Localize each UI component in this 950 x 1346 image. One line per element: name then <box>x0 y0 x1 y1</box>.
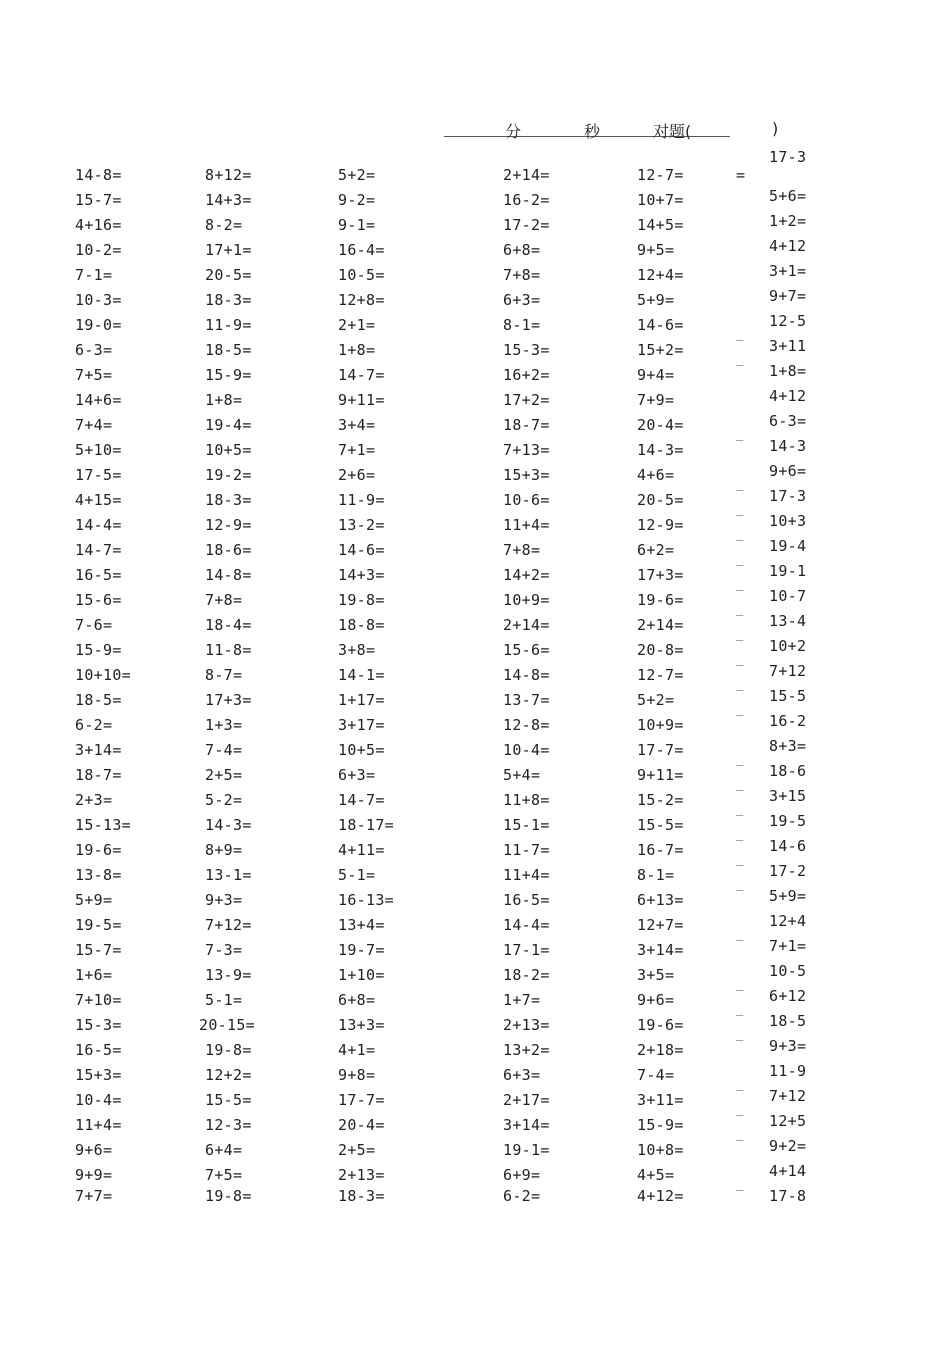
problem-c2-r29: 13-1= <box>205 866 252 884</box>
problem-c2-r11: 19-4= <box>205 416 252 434</box>
problem-c5-r10: 7+9= <box>637 391 675 409</box>
problem-c5-r29: 8-1= <box>637 866 675 884</box>
problem-c5-r21: 12-7= <box>637 666 684 684</box>
problem-c1-r25: 18-7= <box>75 766 122 784</box>
problem-c2-r10: 1+8= <box>205 391 243 409</box>
problem-c2-r13: 19-2= <box>205 466 252 484</box>
problem-c6-r32: 7+1= <box>769 937 807 955</box>
problem-c4-r30: 16-5= <box>503 891 550 909</box>
answer-dash-mark: _ <box>736 802 744 816</box>
problem-c5-r40: 10+8= <box>637 1141 684 1159</box>
problem-c1-r35: 15-3= <box>75 1016 122 1034</box>
problem-c2-r2: 14+3= <box>205 191 252 209</box>
problem-c3-r31: 13+4= <box>338 916 385 934</box>
answer-dash-mark: _ <box>736 1027 744 1041</box>
problem-c3-r9: 14-7= <box>338 366 385 384</box>
problem-c1-r33: 1+6= <box>75 966 113 984</box>
problem-c2-r34: 5-1= <box>205 991 243 1009</box>
problem-c1-r21: 10+10= <box>75 666 131 684</box>
problem-c3-r10: 9+11= <box>338 391 385 409</box>
problem-c3-r29: 5-1= <box>338 866 376 884</box>
problem-c4-r23: 12-8= <box>503 716 550 734</box>
problem-c2-r4: 17+1= <box>205 241 252 259</box>
problem-c6-r2: 5+6= <box>769 187 807 205</box>
problem-c5-r8: 15+2= <box>637 341 684 359</box>
problem-c5-r3: 14+5= <box>637 216 684 234</box>
problem-c6-r16: 19-4 <box>769 537 807 555</box>
problem-c1-r9: 7+5= <box>75 366 113 384</box>
problem-c1-r27: 15-13= <box>75 816 131 834</box>
problem-c5-r2: 10+7= <box>637 191 684 209</box>
problem-c1-r22: 18-5= <box>75 691 122 709</box>
problem-c3-r15: 13-2= <box>338 516 385 534</box>
problem-c4-r33: 18-2= <box>503 966 550 984</box>
problem-c2-r27: 14-3= <box>205 816 252 834</box>
problem-c3-r6: 12+8= <box>338 291 385 309</box>
problem-c4-r31: 14-4= <box>503 916 550 934</box>
answer-dash-mark: _ <box>736 702 744 716</box>
problem-c4-r10: 17+2= <box>503 391 550 409</box>
problem-c1-r36: 16-5= <box>75 1041 122 1059</box>
problem-c4-r21: 14-8= <box>503 666 550 684</box>
problem-c1-r42: 7+7= <box>75 1187 113 1205</box>
problem-c1-r19: 7-6= <box>75 616 113 634</box>
problem-c4-r38: 2+17= <box>503 1091 550 1109</box>
answer-dash-mark: _ <box>736 777 744 791</box>
problem-c4-r17: 14+2= <box>503 566 550 584</box>
answer-dash-mark: _ <box>736 877 744 891</box>
minutes-label: 分 <box>505 122 522 141</box>
problem-c4-r2: 16-2= <box>503 191 550 209</box>
answer-dash-mark: _ <box>736 427 744 441</box>
problem-c5-r28: 16-7= <box>637 841 684 859</box>
correct-count-label: 对题( <box>653 122 692 141</box>
problem-c5-r36: 2+18= <box>637 1041 684 1059</box>
problem-c3-r11: 3+4= <box>338 416 376 434</box>
answer-dash-mark: _ <box>736 602 744 616</box>
problem-c2-r24: 7-4= <box>205 741 243 759</box>
problem-c1-r20: 15-9= <box>75 641 122 659</box>
problem-c5-r42: 4+12= <box>637 1187 684 1205</box>
problem-c5-r15: 12-9= <box>637 516 684 534</box>
problem-c5-r26: 15-2= <box>637 791 684 809</box>
problem-c1-r1: 14-8= <box>75 166 122 184</box>
problem-c2-r38: 15-5= <box>205 1091 252 1109</box>
problem-c3-r38: 17-7= <box>338 1091 385 1109</box>
problem-c1-r39: 11+4= <box>75 1116 122 1134</box>
problem-c6-r15: 10+3 <box>769 512 807 530</box>
problem-c5-r12: 14-3= <box>637 441 684 459</box>
problem-c1-r40: 9+6= <box>75 1141 113 1159</box>
problem-c4-r37: 6+3= <box>503 1066 541 1084</box>
problem-c4-r8: 15-3= <box>503 341 550 359</box>
answer-dash-mark: _ <box>736 627 744 641</box>
problem-c4-r14: 10-6= <box>503 491 550 509</box>
problem-c3-r33: 1+10= <box>338 966 385 984</box>
problem-c4-r11: 18-7= <box>503 416 550 434</box>
problem-c1-r4: 10-2= <box>75 241 122 259</box>
problem-c4-r20: 15-6= <box>503 641 550 659</box>
problem-c4-r42: 6-2= <box>503 1187 541 1205</box>
problem-c4-r28: 11-7= <box>503 841 550 859</box>
problem-c2-r26: 5-2= <box>205 791 243 809</box>
problem-c4-r5: 7+8= <box>503 266 541 284</box>
problem-c5-r30: 6+13= <box>637 891 684 909</box>
problem-c4-r7: 8-1= <box>503 316 541 334</box>
problem-c1-r12: 5+10= <box>75 441 122 459</box>
answer-dash-mark: _ <box>736 827 744 841</box>
problem-c4-r35: 2+13= <box>503 1016 550 1034</box>
problem-c6-r13: 9+6= <box>769 462 807 480</box>
problem-c4-r36: 13+2= <box>503 1041 550 1059</box>
problem-c3-r32: 19-7= <box>338 941 385 959</box>
problem-c5-r24: 17-7= <box>637 741 684 759</box>
problem-c2-r37: 12+2= <box>205 1066 252 1084</box>
answer-dash-mark: _ <box>736 1102 744 1116</box>
problem-c3-r12: 7+1= <box>338 441 376 459</box>
problem-c4-r39: 3+14= <box>503 1116 550 1134</box>
problem-c3-r7: 2+1= <box>338 316 376 334</box>
problem-c2-r8: 18-5= <box>205 341 252 359</box>
problem-c4-r27: 15-1= <box>503 816 550 834</box>
problem-c1-r28: 19-6= <box>75 841 122 859</box>
problem-c5-r5: 12+4= <box>637 266 684 284</box>
problem-c5-r16: 6+2= <box>637 541 675 559</box>
answer-dash-mark: _ <box>736 852 744 866</box>
problem-c6-r18: 10-7 <box>769 587 807 605</box>
problem-c6-r4: 4+12 <box>769 237 807 255</box>
problem-c6-r9: 1+8= <box>769 362 807 380</box>
problem-c5-r23: 10+9= <box>637 716 684 734</box>
problem-c2-r41: 7+5= <box>205 1166 243 1184</box>
problem-c5-r31: 12+7= <box>637 916 684 934</box>
problem-c3-r13: 2+6= <box>338 466 376 484</box>
answer-dash-mark: _ <box>736 552 744 566</box>
problem-c1-r11: 7+4= <box>75 416 113 434</box>
answer-dash-mark: _ <box>736 1127 744 1141</box>
problem-c1-r5: 7-1= <box>75 266 113 284</box>
problem-c1-r15: 14-4= <box>75 516 122 534</box>
problem-c1-r24: 3+14= <box>75 741 122 759</box>
problem-c1-r29: 13-8= <box>75 866 122 884</box>
problem-c6-r8: 3+11 <box>769 337 807 355</box>
problem-c5-r11: 20-4= <box>637 416 684 434</box>
problem-c2-r19: 18-4= <box>205 616 252 634</box>
problem-c3-r2: 9-2= <box>338 191 376 209</box>
problem-c3-r39: 20-4= <box>338 1116 385 1134</box>
problem-c2-r7: 11-9= <box>205 316 252 334</box>
problem-c3-r14: 11-9= <box>338 491 385 509</box>
problem-c4-r6: 6+3= <box>503 291 541 309</box>
problem-c3-r20: 3+8= <box>338 641 376 659</box>
problem-c1-r30: 5+9= <box>75 891 113 909</box>
answer-dash-mark: _ <box>736 1177 744 1191</box>
problem-c5-r35: 19-6= <box>637 1016 684 1034</box>
problem-c4-r32: 17-1= <box>503 941 550 959</box>
problem-c5-r4: 9+5= <box>637 241 675 259</box>
problem-c3-r23: 3+17= <box>338 716 385 734</box>
problem-c6-r28: 14-6 <box>769 837 807 855</box>
problem-c3-r34: 6+8= <box>338 991 376 1009</box>
problem-c3-r42: 18-3= <box>338 1187 385 1205</box>
problem-c1-r41: 9+9= <box>75 1166 113 1184</box>
problem-c1-r31: 19-5= <box>75 916 122 934</box>
problem-c4-r3: 17-2= <box>503 216 550 234</box>
answer-dash-mark: _ <box>736 577 744 591</box>
problem-c6-r37: 11-9 <box>769 1062 807 1080</box>
problem-c2-r16: 18-6= <box>205 541 252 559</box>
problem-c6-r29: 17-2 <box>769 862 807 880</box>
problem-c3-r27: 18-17= <box>338 816 394 834</box>
problem-c6-r38: 7+12 <box>769 1087 807 1105</box>
problem-c4-r12: 7+13= <box>503 441 550 459</box>
problem-c2-r20: 11-8= <box>205 641 252 659</box>
problem-c1-r26: 2+3= <box>75 791 113 809</box>
problem-c2-r39: 12-3= <box>205 1116 252 1134</box>
problem-c5-r17: 17+3= <box>637 566 684 584</box>
problem-c2-r23: 1+3= <box>205 716 243 734</box>
problem-c6-r27: 19-5 <box>769 812 807 830</box>
problem-c2-r30: 9+3= <box>205 891 243 909</box>
problem-c6-r34: 6+12 <box>769 987 807 1005</box>
problem-c1-r32: 15-7= <box>75 941 122 959</box>
answer-dash-mark: _ <box>736 652 744 666</box>
problem-c3-r37: 9+8= <box>338 1066 376 1084</box>
problem-c5-r9: 9+4= <box>637 366 675 384</box>
problem-c3-r41: 2+13= <box>338 1166 385 1184</box>
problem-c3-r17: 14+3= <box>338 566 385 584</box>
problem-c1-r23: 6-2= <box>75 716 113 734</box>
problem-c2-r33: 13-9= <box>205 966 252 984</box>
problem-c3-r21: 14-1= <box>338 666 385 684</box>
problem-c6-r20: 10+2 <box>769 637 807 655</box>
problem-c6-r21: 7+12 <box>769 662 807 680</box>
problem-c2-r5: 20-5= <box>205 266 252 284</box>
answer-dash-mark: _ <box>736 327 744 341</box>
problem-c6-r42: 17-8 <box>769 1187 807 1205</box>
equals-sign: = <box>736 166 746 184</box>
answer-dash-mark: _ <box>736 352 744 366</box>
problem-c3-r16: 14-6= <box>338 541 385 559</box>
problem-c2-r21: 8-7= <box>205 666 243 684</box>
problem-c2-r28: 8+9= <box>205 841 243 859</box>
problem-c1-r16: 14-7= <box>75 541 122 559</box>
problem-c3-r22: 1+17= <box>338 691 385 709</box>
problem-c1-r2: 15-7= <box>75 191 122 209</box>
problem-c5-r1: 12-7= <box>637 166 684 184</box>
problem-c1-r3: 4+16= <box>75 216 122 234</box>
problem-c5-r37: 7-4= <box>637 1066 675 1084</box>
problem-c5-r7: 14-6= <box>637 316 684 334</box>
problem-c5-r19: 2+14= <box>637 616 684 634</box>
problem-c1-r14: 4+15= <box>75 491 122 509</box>
problem-c4-r9: 16+2= <box>503 366 550 384</box>
problem-c4-r24: 10-4= <box>503 741 550 759</box>
problem-c3-r1: 5+2= <box>338 166 376 184</box>
problem-c3-r30: 16-13= <box>338 891 394 909</box>
problem-c2-r9: 15-9= <box>205 366 252 384</box>
problem-c2-r1: 8+12= <box>205 166 252 184</box>
problem-c6-r6: 9+7= <box>769 287 807 305</box>
problem-c1-r13: 17-5= <box>75 466 122 484</box>
answer-dash-mark: _ <box>736 977 744 991</box>
problem-c4-r22: 13-7= <box>503 691 550 709</box>
correct-count-close: ) <box>772 119 779 138</box>
problem-c5-r22: 5+2= <box>637 691 675 709</box>
problem-c4-r40: 19-1= <box>503 1141 550 1159</box>
problem-c2-r32: 7-3= <box>205 941 243 959</box>
problem-c1-r8: 6-3= <box>75 341 113 359</box>
problem-c4-r16: 7+8= <box>503 541 541 559</box>
seconds-label: 秒 <box>584 122 601 141</box>
problem-c2-r40: 6+4= <box>205 1141 243 1159</box>
problem-c1-r6: 10-3= <box>75 291 122 309</box>
problem-c1-r17: 16-5= <box>75 566 122 584</box>
problem-c2-r42: 19-8= <box>205 1187 252 1205</box>
problem-c6-r3: 1+2= <box>769 212 807 230</box>
problem-c6-r35: 18-5 <box>769 1012 807 1030</box>
problem-c5-r25: 9+11= <box>637 766 684 784</box>
problem-c3-r4: 16-4= <box>338 241 385 259</box>
answer-dash-mark: _ <box>736 502 744 516</box>
problem-c2-r6: 18-3= <box>205 291 252 309</box>
problem-c6-r24: 8+3= <box>769 737 807 755</box>
problem-c6-r17: 19-1 <box>769 562 807 580</box>
problem-c3-r18: 19-8= <box>338 591 385 609</box>
problem-c4-r18: 10+9= <box>503 591 550 609</box>
problem-c4-r41: 6+9= <box>503 1166 541 1184</box>
problem-c3-r40: 2+5= <box>338 1141 376 1159</box>
problem-c2-r18: 7+8= <box>205 591 243 609</box>
problem-c5-r18: 19-6= <box>637 591 684 609</box>
problem-c6-r19: 13-4 <box>769 612 807 630</box>
problem-c4-r34: 1+7= <box>503 991 541 1009</box>
problem-c5-r33: 3+5= <box>637 966 675 984</box>
problem-c6-r31: 12+4 <box>769 912 807 930</box>
answer-dash-mark: _ <box>736 1077 744 1091</box>
problem-c6-r5: 3+1= <box>769 262 807 280</box>
problem-c6-r25: 18-6 <box>769 762 807 780</box>
problem-c5-r41: 4+5= <box>637 1166 675 1184</box>
problem-c4-r26: 11+8= <box>503 791 550 809</box>
problem-c2-r14: 18-3= <box>205 491 252 509</box>
problem-c4-r25: 5+4= <box>503 766 541 784</box>
problem-c3-r36: 4+1= <box>338 1041 376 1059</box>
problem-c3-r35: 13+3= <box>338 1016 385 1034</box>
problem-c2-r36: 19-8= <box>205 1041 252 1059</box>
answer-dash-mark: _ <box>736 1002 744 1016</box>
problem-c3-r24: 10+5= <box>338 741 385 759</box>
problem-c6-r7: 12-5 <box>769 312 807 330</box>
problem-c1-r34: 7+10= <box>75 991 122 1009</box>
answer-dash-mark: _ <box>736 527 744 541</box>
problem-c5-r39: 15-9= <box>637 1116 684 1134</box>
problem-c3-r28: 4+11= <box>338 841 385 859</box>
answer-dash-mark: _ <box>736 752 744 766</box>
problem-c3-r8: 1+8= <box>338 341 376 359</box>
answer-dash-mark: _ <box>736 927 744 941</box>
problem-c4-r4: 6+8= <box>503 241 541 259</box>
problem-c6-r22: 15-5 <box>769 687 807 705</box>
problem-c6-r40: 9+2= <box>769 1137 807 1155</box>
problem-c3-r26: 14-7= <box>338 791 385 809</box>
problem-c6-r41: 4+14 <box>769 1162 807 1180</box>
problem-c3-r3: 9-1= <box>338 216 376 234</box>
problem-c1-r7: 19-0= <box>75 316 122 334</box>
problem-c5-r6: 5+9= <box>637 291 675 309</box>
problem-c4-r29: 11+4= <box>503 866 550 884</box>
problem-c5-r13: 4+6= <box>637 466 675 484</box>
problem-c4-r1: 2+14= <box>503 166 550 184</box>
problem-c3-r19: 18-8= <box>338 616 385 634</box>
problem-c6-r39: 12+5 <box>769 1112 807 1130</box>
problem-c6-r36: 9+3= <box>769 1037 807 1055</box>
problem-c4-r15: 11+4= <box>503 516 550 534</box>
answer-dash-mark: _ <box>736 677 744 691</box>
problem-c4-r19: 2+14= <box>503 616 550 634</box>
problem-c5-r27: 15-5= <box>637 816 684 834</box>
problem-c1-r37: 15+3= <box>75 1066 122 1084</box>
problem-c3-r25: 6+3= <box>338 766 376 784</box>
problem-c5-r38: 3+11= <box>637 1091 684 1109</box>
problem-c6-r30: 5+9= <box>769 887 807 905</box>
problem-c2-r3: 8-2= <box>205 216 243 234</box>
problem-c6-r10: 4+12 <box>769 387 807 405</box>
problem-c2-r15: 12-9= <box>205 516 252 534</box>
problem-c6-r11: 6-3= <box>769 412 807 430</box>
problem-c2-r17: 14-8= <box>205 566 252 584</box>
problem-c6-r1: 17-3 <box>769 148 807 166</box>
problem-c5-r32: 3+14= <box>637 941 684 959</box>
problem-c2-r22: 17+3= <box>205 691 252 709</box>
problem-c2-r31: 7+12= <box>205 916 252 934</box>
problem-c1-r38: 10-4= <box>75 1091 122 1109</box>
problem-c2-r12: 10+5= <box>205 441 252 459</box>
problem-c3-r5: 10-5= <box>338 266 385 284</box>
problem-c6-r26: 3+15 <box>769 787 807 805</box>
problem-c6-r14: 17-3 <box>769 487 807 505</box>
problem-c4-r13: 15+3= <box>503 466 550 484</box>
problem-c1-r10: 14+6= <box>75 391 122 409</box>
problem-c6-r12: 14-3 <box>769 437 807 455</box>
problem-c5-r14: 20-5= <box>637 491 684 509</box>
problem-c6-r23: 16-2 <box>769 712 807 730</box>
problem-c1-r18: 15-6= <box>75 591 122 609</box>
problem-c5-r34: 9+6= <box>637 991 675 1009</box>
problem-c2-r25: 2+5= <box>205 766 243 784</box>
problem-c5-r20: 20-8= <box>637 641 684 659</box>
problem-c6-r33: 10-5 <box>769 962 807 980</box>
problem-c2-r35: 20-15= <box>199 1016 255 1034</box>
answer-dash-mark: _ <box>736 477 744 491</box>
